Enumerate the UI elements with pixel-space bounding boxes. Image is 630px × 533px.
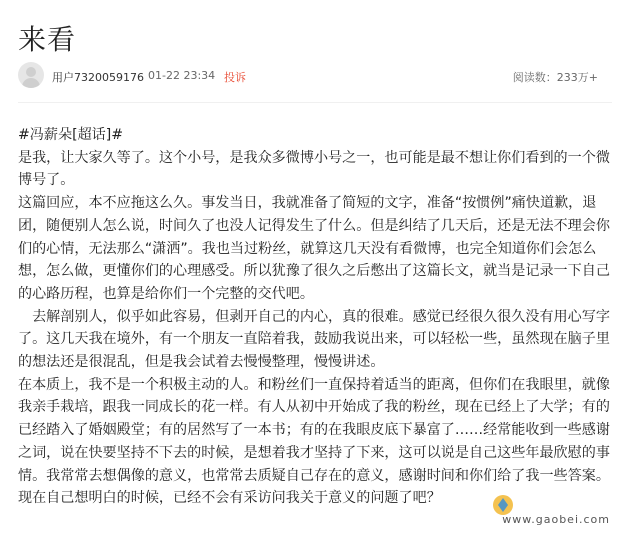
paragraph: 去解剖别人，似乎如此容易，但剥开自己的内心，真的很难。感觉已经很久很久没有用心写字了。这几天我在境外，有一个朋友一直陪着我，鼓励我说出来，可以轻松一些，虽然现在脑子里的想法还是很混乱，但是我会试着去慢慢整理，慢慢讲述。: [18, 308, 610, 371]
avatar-head-shape: [26, 67, 36, 77]
watermark-url: www.gaobei.com: [502, 513, 610, 526]
author-name[interactable]: 用户7320059176: [52, 71, 144, 84]
article-body: [18, 124, 612, 510]
paragraph: 是我，让大家久等了。这个小号，是我众多微博小号之一，也可能是最不想让你们看到的一个微博号了。: [18, 149, 610, 189]
hashtag-line[interactable]: #冯薪朵[超话]#: [18, 127, 124, 143]
article-meta: [18, 62, 618, 88]
report-link[interactable]: 投诉: [224, 71, 246, 84]
avatar-icon[interactable]: [18, 62, 44, 88]
avatar-body-shape: [22, 78, 40, 88]
read-count: 阅读数：233万+: [512, 71, 598, 84]
article-title: 来看: [18, 23, 77, 56]
publish-date: 01-22 23:34: [148, 69, 216, 82]
divider: [18, 102, 612, 103]
paragraph: 这篇回应，本不应拖这么久。事发当日，我就准备了简短的文字，准备“按惯例”痛快道歉，退团，随便别人怎么说，时间久了也没人记得发生了什么。但是纠结了几天后，还是无法不理会你们的心情，无法那么“潇洒”。我也当过粉丝，就算这几天没有看微博，也完全知道你们会怎么想，怎么做，更懂你们的心理感受。所以犹豫了很久之后憋出了这篇长文，就当是记录一下自己的心路历程，也算是给你们一个完整的交代吧。: [18, 195, 610, 302]
paragraph: 在本质上，我不是一个积极主动的人。和粉丝们一直保持着适当的距离，但你们在我眼里，就像我亲手栽培，跟我一同成长的花一样。有人从初中开始成了我的粉丝，现在已经上了大学；有的已经踏入了婚姻殿堂；有的居然写了一本书；有的在我眼皮底下暴富了……经常能收到一些感谢之词，说在快要坚持不下去的时候，是想着我才坚持了下来，这可以说是自己这些年最欣慰的事情。我常常去想偶像的意义，也常常去质疑自己存在的意义，感谢时间和你们给了我一些答案。现在自己想明白的时候，已经不会有采访问我关于意义的问题了吧？: [18, 376, 610, 507]
